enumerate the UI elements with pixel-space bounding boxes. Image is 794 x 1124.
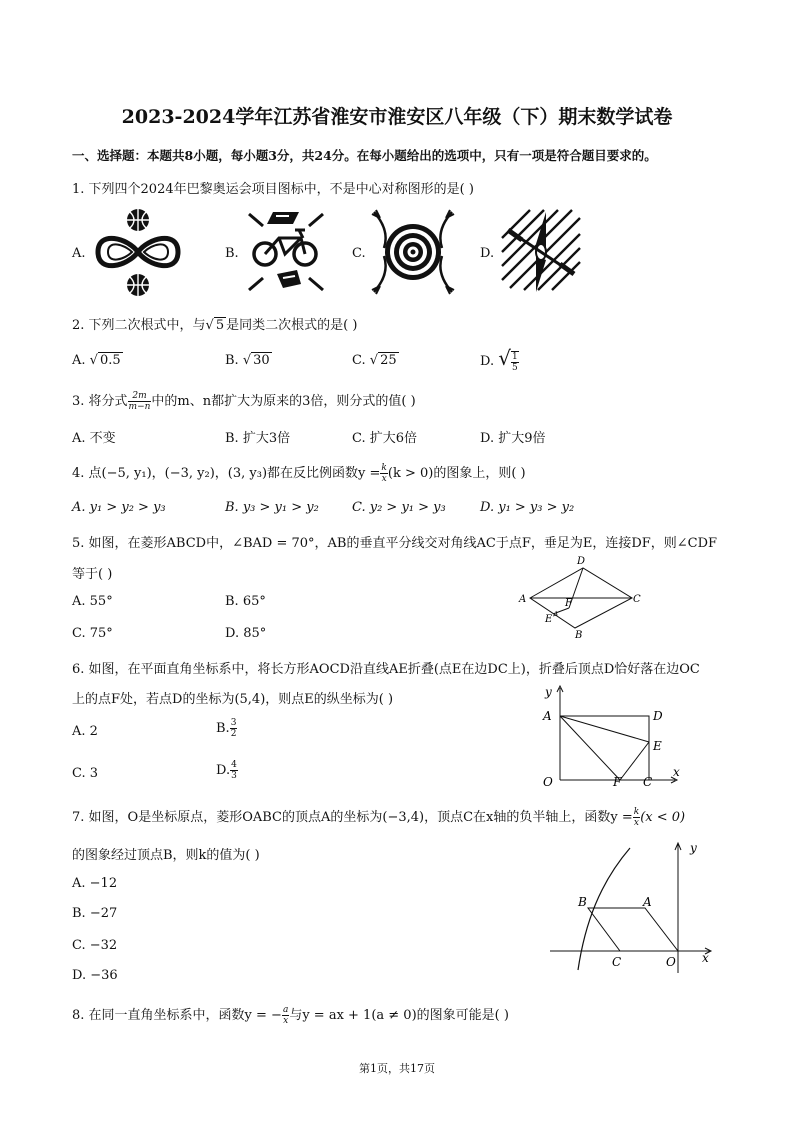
q5-stem-line2: 等于( ) <box>72 567 113 582</box>
canoe-paddle-icon <box>500 208 582 296</box>
section-heading: 一、选择题：本题共8小题，每小题3分，共24分。在每小题给出的选项中，只有一项是符合题目要求的。 <box>72 148 657 163</box>
q4-option-d[interactable]: D. y₁ > y₃ > y₂ <box>480 500 575 515</box>
q7-label-y: y <box>690 841 697 855</box>
basketball-icon <box>90 208 186 298</box>
q4-option-a[interactable]: A. y₁ > y₂ > y₃ <box>72 500 166 515</box>
q7-option-a[interactable]: A. −12 <box>72 876 118 891</box>
q5-label-b: B <box>575 630 583 641</box>
rhombus-hyperbola-figure <box>550 838 720 973</box>
q5-label-d: D <box>577 556 586 567</box>
q7-stem-line1: 7. 如图，O是坐标原点，菱形OABC的顶点A的坐标为(−3,4)，顶点C在x轴的负半轴上，函数y = $\frac{k}{x}$ (x < 0) <box>72 807 686 828</box>
q1-stem: 1. 下列四个2024年巴黎奥运会项目图标中，不是中心对称图形的是( ) <box>72 182 474 197</box>
coordinate-rectangle-figure <box>535 682 685 790</box>
q2-option-a[interactable]: A. √ 0.5 <box>72 353 121 368</box>
q5-option-c[interactable]: C. 75° <box>72 626 113 641</box>
q4-option-b[interactable]: B. y₃ > y₁ > y₂ <box>225 500 319 515</box>
q2-option-d[interactable]: D. √ $\frac{1}{5}$ <box>480 346 518 373</box>
q1-label-c: C. <box>352 246 366 261</box>
q1-label-a: A. <box>72 246 86 261</box>
q7-option-d[interactable]: D. −36 <box>72 968 118 983</box>
archery-target-icon <box>370 208 456 296</box>
q6-label-d: D <box>653 709 663 723</box>
q5-stem-line1: 5. 如图，在菱形ABCD中，∠BAD = 70°，AB的垂直平分线交对角线AC于点F，垂足为E，连接DF，则∠CDF <box>72 536 718 551</box>
page-title: 2023-2024学年江苏省淮安市淮安区八年级（下）期末数学试卷 <box>121 106 673 128</box>
q4-stem: 4. 点(−5, y₁)，(−3, y₂)，(3, y₃)都在反比例函数y = $\frac{k}{x}$ (k > 0)的图象上，则( ) <box>72 463 526 484</box>
q5-label-f: F <box>565 598 572 609</box>
q7-label-c: C <box>612 955 622 969</box>
q1-label-d: D. <box>480 246 495 261</box>
q6-option-b[interactable]: B. $\frac{3}{2}$ <box>216 718 237 739</box>
q2-stem-radicand: 5 <box>215 318 225 333</box>
rhombus-figure <box>515 554 645 644</box>
page-footer: 第1页，共17页 <box>359 1062 435 1075</box>
q6-label-c: C <box>643 775 653 789</box>
q2-stem: 2. 下列二次根式中，与√ 5 是同类二次根式的是( ) <box>72 318 358 333</box>
q6-stem-line1: 6. 如图，在平面直角坐标系中，将长方形AOCD沿直线AE折叠(点E在边DC上)，折叠后顶点D恰好落在边OC <box>72 662 700 677</box>
q2-option-c[interactable]: C. √ 25 <box>352 353 397 368</box>
q3-option-d[interactable]: D. 扩大9倍 <box>480 431 546 446</box>
q5-option-b[interactable]: B. 65° <box>225 594 266 609</box>
q6-label-o: O <box>543 775 553 789</box>
q7-label-o: O <box>666 955 676 969</box>
q6-option-a[interactable]: A. 2 <box>72 724 98 739</box>
q7-stem-line2: 的图象经过顶点B，则k的值为( ) <box>72 848 260 863</box>
bmx-bike-icon <box>243 208 329 296</box>
q6-option-c[interactable]: C. 3 <box>72 766 99 781</box>
q5-label-c: C <box>633 594 641 605</box>
q4-option-c[interactable]: C. y₂ > y₁ > y₃ <box>352 500 446 515</box>
q1-label-b: B. <box>225 246 239 261</box>
q7-label-x: x <box>702 951 709 965</box>
q3-option-a[interactable]: A. 不变 <box>72 431 116 446</box>
q3-stem: 3. 将分式 $\frac{2m}{m-n}$ 中的m、n都扩大为原来的3倍，则分式的值( ) <box>72 391 416 412</box>
q6-label-y: y <box>545 685 552 699</box>
q5-option-d[interactable]: D. 85° <box>225 626 267 641</box>
q5-option-a[interactable]: A. 55° <box>72 594 113 609</box>
q6-stem-line2: 上的点F处，若点D的坐标为(5,4)，则点E的纵坐标为( ) <box>72 692 394 707</box>
q8-stem: 8. 在同一直角坐标系中，函数y = − $\frac{a}{x}$ 与y = ax + 1(a ≠ 0)的图象可能是( ) <box>72 1005 509 1026</box>
q2-option-b[interactable]: B. √ 30 <box>225 353 270 368</box>
q7-option-c[interactable]: C. −32 <box>72 938 118 953</box>
q5-label-e: E <box>545 614 553 625</box>
q3-option-c[interactable]: C. 扩大6倍 <box>352 431 418 446</box>
q5-label-a: A <box>519 594 527 605</box>
q6-label-f: F <box>613 775 622 789</box>
q6-label-a: A <box>543 709 552 723</box>
q7-label-b: B <box>578 895 587 909</box>
q7-label-a: A <box>643 895 652 909</box>
q6-label-e: E <box>653 739 662 753</box>
q7-option-b[interactable]: B. −27 <box>72 906 118 921</box>
q3-option-b[interactable]: B. 扩大3倍 <box>225 431 291 446</box>
q6-option-d[interactable]: D. $\frac{4}{3}$ <box>216 760 237 781</box>
q6-label-x: x <box>673 765 680 779</box>
